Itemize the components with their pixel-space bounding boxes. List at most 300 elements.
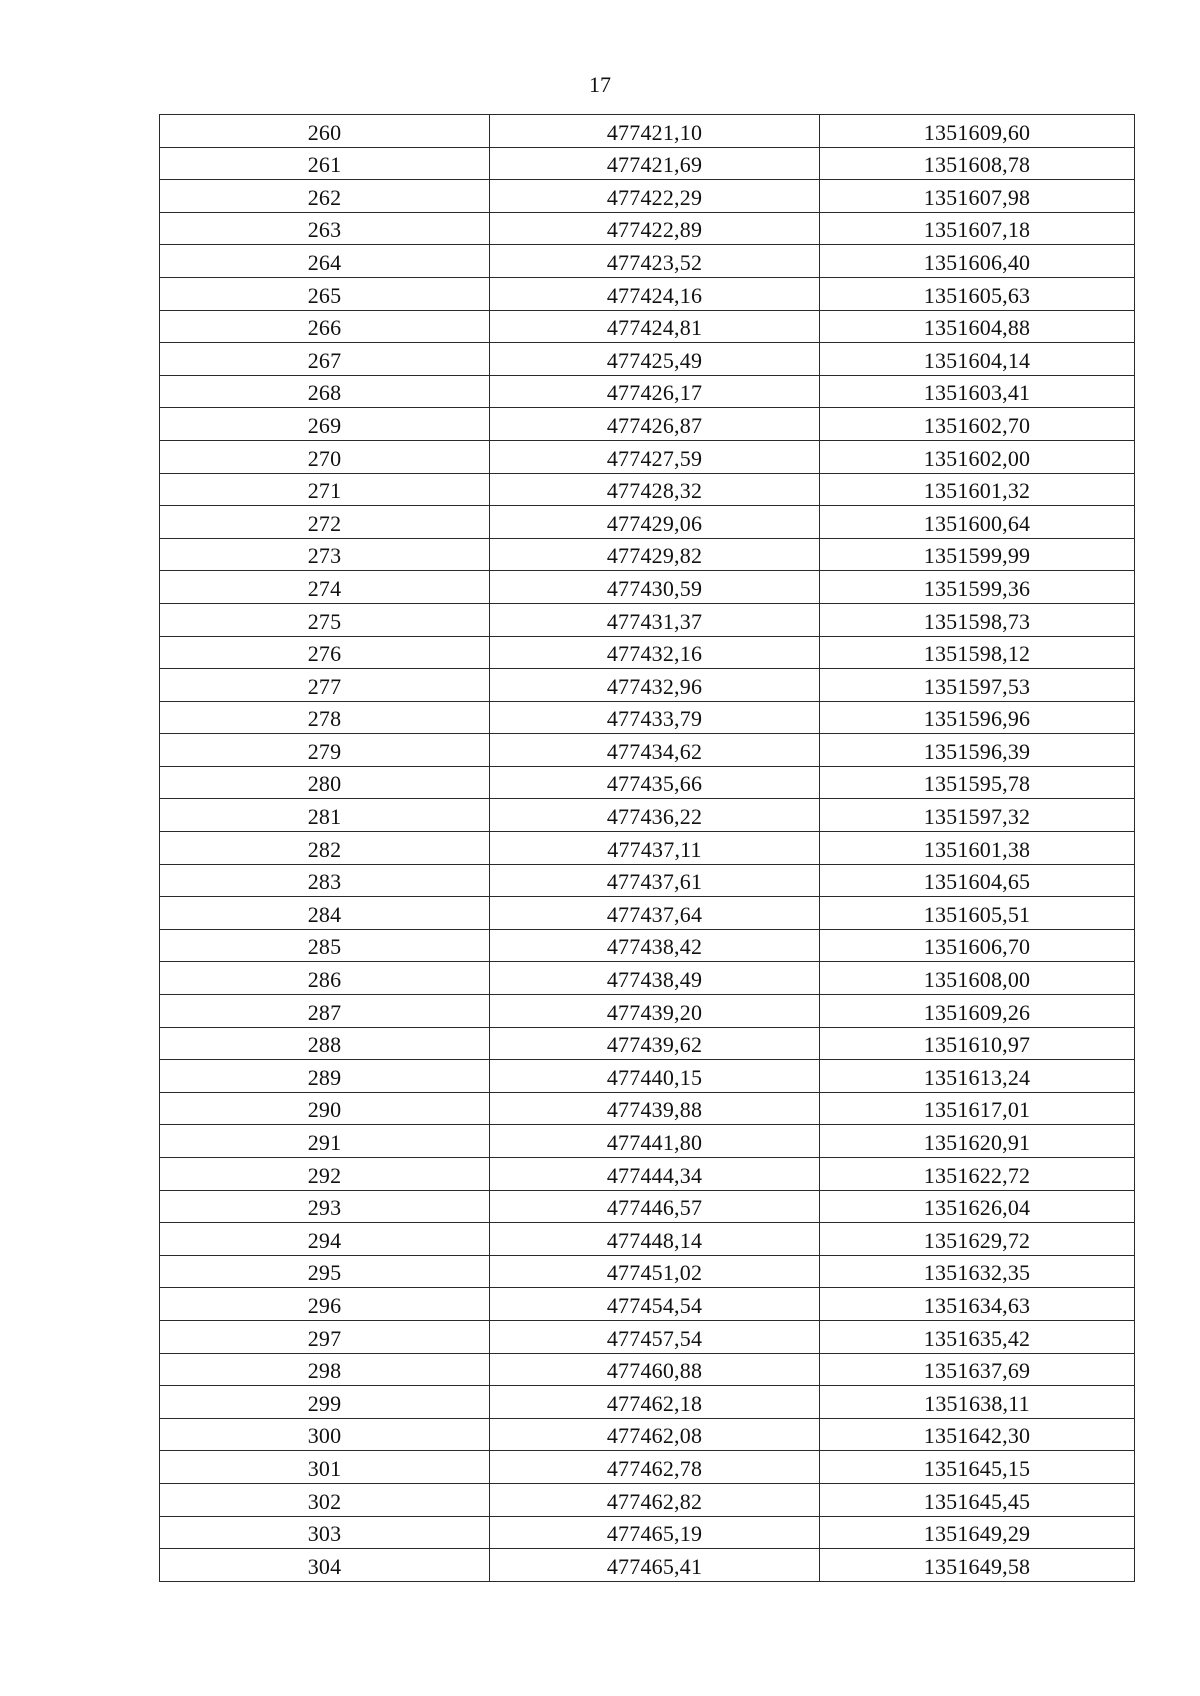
x-coordinate-cell <box>490 1190 820 1223</box>
x-coordinate-cell <box>490 962 820 995</box>
y-coordinate-cell <box>820 1255 1135 1288</box>
cell-text: 296 <box>307 1292 342 1318</box>
cell-text: 283 <box>307 869 342 895</box>
point-number-cell <box>160 1418 490 1451</box>
cell-text: 303 <box>307 1521 342 1547</box>
y-coordinate-cell <box>820 832 1135 865</box>
y-coordinate-cell <box>820 571 1135 604</box>
cell-text: 1351604,14 <box>923 347 1031 373</box>
cell-text: 270 <box>307 445 342 471</box>
cell-text: 477438,42 <box>606 934 703 960</box>
cell-text: 477425,49 <box>606 347 703 373</box>
cell-text: 260 <box>307 119 342 145</box>
table-row <box>160 180 1135 213</box>
cell-text: 1351610,97 <box>923 1032 1031 1058</box>
cell-text: 1351597,32 <box>923 804 1031 830</box>
cell-text: 1351626,04 <box>923 1195 1031 1221</box>
point-number-cell <box>160 1223 490 1256</box>
x-coordinate-cell <box>490 1125 820 1158</box>
cell-text: 279 <box>307 738 342 764</box>
point-number-cell <box>160 962 490 995</box>
cell-text: 278 <box>307 706 342 732</box>
cell-text: 1351622,72 <box>923 1162 1031 1188</box>
y-coordinate-cell <box>820 929 1135 962</box>
point-number-cell <box>160 147 490 180</box>
cell-text: 477465,41 <box>606 1553 703 1579</box>
point-number-cell <box>160 1320 490 1353</box>
cell-text: 290 <box>307 1097 342 1123</box>
cell-text: 477439,88 <box>606 1097 703 1123</box>
cell-text: 301 <box>307 1455 342 1481</box>
x-coordinate-cell <box>490 1516 820 1549</box>
cell-text: 304 <box>307 1553 342 1579</box>
cell-text: 477430,59 <box>606 575 703 601</box>
y-coordinate-cell <box>820 538 1135 571</box>
cell-text: 1351645,15 <box>923 1455 1031 1481</box>
cell-text: 269 <box>307 412 342 438</box>
cell-text: 1351596,39 <box>923 738 1031 764</box>
y-coordinate-cell <box>820 115 1135 148</box>
table-row <box>160 115 1135 148</box>
cell-text: 1351613,24 <box>923 1064 1031 1090</box>
x-coordinate-cell <box>490 473 820 506</box>
x-coordinate-cell <box>490 766 820 799</box>
page-number: 17 <box>589 72 611 97</box>
table-row <box>160 832 1135 865</box>
table-row <box>160 147 1135 180</box>
cell-text: 1351600,64 <box>923 510 1031 536</box>
table-row <box>160 343 1135 376</box>
y-coordinate-cell <box>820 408 1135 441</box>
table-row <box>160 995 1135 1028</box>
y-coordinate-cell <box>820 1516 1135 1549</box>
point-number-cell <box>160 832 490 865</box>
cell-text: 271 <box>307 478 342 504</box>
point-number-cell <box>160 1060 490 1093</box>
point-number-cell <box>160 1125 490 1158</box>
x-coordinate-cell <box>490 995 820 1028</box>
cell-text: 1351602,70 <box>923 412 1031 438</box>
x-coordinate-cell <box>490 1223 820 1256</box>
point-number-cell <box>160 1027 490 1060</box>
table-row <box>160 734 1135 767</box>
y-coordinate-cell <box>820 799 1135 832</box>
table-row <box>160 1223 1135 1256</box>
x-coordinate-cell <box>490 832 820 865</box>
cell-text: 280 <box>307 771 342 797</box>
point-number-cell <box>160 310 490 343</box>
y-coordinate-cell <box>820 962 1135 995</box>
point-number-cell <box>160 897 490 930</box>
x-coordinate-cell <box>490 1418 820 1451</box>
cell-text: 295 <box>307 1260 342 1286</box>
y-coordinate-cell <box>820 636 1135 669</box>
cell-text: 291 <box>307 1130 342 1155</box>
x-coordinate-cell <box>490 375 820 408</box>
coordinates-table <box>159 114 1135 1582</box>
x-coordinate-cell <box>490 799 820 832</box>
point-number-cell <box>160 766 490 799</box>
cell-text: 1351605,51 <box>923 901 1031 927</box>
x-coordinate-cell <box>490 115 820 148</box>
table-row <box>160 473 1135 506</box>
cell-text: 261 <box>307 152 342 178</box>
cell-text: 298 <box>307 1358 342 1384</box>
point-number-cell <box>160 1158 490 1191</box>
cell-text: 302 <box>307 1488 342 1514</box>
cell-text: 275 <box>307 608 342 634</box>
cell-text: 1351599,99 <box>923 543 1031 569</box>
cell-text: 477424,81 <box>606 315 703 341</box>
cell-text: 1351649,58 <box>923 1553 1031 1579</box>
x-coordinate-cell <box>490 1353 820 1386</box>
y-coordinate-cell <box>820 1223 1135 1256</box>
y-coordinate-cell <box>820 1158 1135 1191</box>
table-row <box>160 962 1135 995</box>
cell-text: 1351629,72 <box>923 1227 1031 1253</box>
cell-text: 1351637,69 <box>923 1358 1031 1384</box>
point-number-cell <box>160 1092 490 1125</box>
table-row <box>160 1516 1135 1549</box>
cell-text: 477437,64 <box>606 901 703 927</box>
x-coordinate-cell <box>490 1255 820 1288</box>
cell-text: 268 <box>307 380 342 406</box>
cell-text: 1351598,12 <box>923 641 1031 667</box>
x-coordinate-cell <box>490 408 820 441</box>
x-coordinate-cell <box>490 506 820 539</box>
x-coordinate-cell <box>490 212 820 245</box>
cell-text: 477435,66 <box>606 771 703 797</box>
point-number-cell <box>160 440 490 473</box>
cell-text: 293 <box>307 1195 342 1221</box>
point-number-cell <box>160 212 490 245</box>
y-coordinate-cell <box>820 1353 1135 1386</box>
table-row <box>160 636 1135 669</box>
x-coordinate-cell <box>490 1386 820 1419</box>
y-coordinate-cell <box>820 1320 1135 1353</box>
point-number-cell <box>160 115 490 148</box>
y-coordinate-cell <box>820 1125 1135 1158</box>
cell-text: 477422,29 <box>606 184 703 210</box>
y-coordinate-cell <box>820 1483 1135 1516</box>
cell-text: 277 <box>307 673 342 699</box>
x-coordinate-cell <box>490 929 820 962</box>
cell-text: 1351609,60 <box>923 119 1031 145</box>
x-coordinate-cell <box>490 734 820 767</box>
cell-text: 477434,62 <box>606 738 703 764</box>
table-row <box>160 375 1135 408</box>
table-row <box>160 440 1135 473</box>
cell-text: 1351620,91 <box>923 1130 1031 1155</box>
point-number-cell <box>160 1451 490 1484</box>
cell-text: 1351632,35 <box>923 1260 1031 1286</box>
point-number-cell <box>160 408 490 441</box>
table-row <box>160 799 1135 832</box>
cell-text: 266 <box>307 315 342 341</box>
table-row <box>160 701 1135 734</box>
cell-text: 276 <box>307 641 342 667</box>
point-number-cell <box>160 245 490 278</box>
table-row <box>160 897 1135 930</box>
y-coordinate-cell <box>820 766 1135 799</box>
cell-text: 477441,80 <box>606 1130 703 1155</box>
y-coordinate-cell <box>820 995 1135 1028</box>
y-coordinate-cell <box>820 1060 1135 1093</box>
x-coordinate-cell <box>490 1027 820 1060</box>
table-row <box>160 1320 1135 1353</box>
y-coordinate-cell <box>820 343 1135 376</box>
x-coordinate-cell <box>490 277 820 310</box>
point-number-cell <box>160 538 490 571</box>
point-number-cell <box>160 669 490 702</box>
cell-text: 294 <box>307 1227 342 1253</box>
cell-text: 477427,59 <box>606 445 703 471</box>
table-row <box>160 245 1135 278</box>
cell-text: 1351603,41 <box>923 380 1031 406</box>
cell-text: 477462,82 <box>606 1488 703 1514</box>
cell-text: 274 <box>307 575 342 601</box>
y-coordinate-cell <box>820 180 1135 213</box>
point-number-cell <box>160 343 490 376</box>
point-number-cell <box>160 277 490 310</box>
cell-text: 477432,96 <box>606 673 703 699</box>
cell-text: 477433,79 <box>606 706 703 732</box>
y-coordinate-cell <box>820 1386 1135 1419</box>
x-coordinate-cell <box>490 1060 820 1093</box>
x-coordinate-cell <box>490 343 820 376</box>
point-number-cell <box>160 799 490 832</box>
cell-text: 292 <box>307 1162 342 1188</box>
table-row <box>160 538 1135 571</box>
point-number-cell <box>160 864 490 897</box>
cell-text: 285 <box>307 934 342 960</box>
cell-text: 1351642,30 <box>923 1423 1031 1449</box>
cell-text: 297 <box>307 1325 342 1351</box>
cell-text: 1351635,42 <box>923 1325 1031 1351</box>
cell-text: 477437,61 <box>606 869 703 895</box>
y-coordinate-cell <box>820 212 1135 245</box>
cell-text: 477462,78 <box>606 1455 703 1481</box>
cell-text: 477438,49 <box>606 967 703 993</box>
y-coordinate-cell <box>820 897 1135 930</box>
cell-text: 477426,17 <box>606 380 703 406</box>
cell-text: 1351598,73 <box>923 608 1031 634</box>
cell-text: 1351605,63 <box>923 282 1031 308</box>
cell-text: 477437,11 <box>607 836 702 862</box>
table-row <box>160 929 1135 962</box>
cell-text: 299 <box>307 1390 342 1416</box>
cell-text: 1351607,98 <box>923 184 1031 210</box>
cell-text: 1351649,29 <box>923 1521 1031 1547</box>
y-coordinate-cell <box>820 473 1135 506</box>
cell-text: 1351595,78 <box>923 771 1031 797</box>
point-number-cell <box>160 701 490 734</box>
cell-text: 284 <box>307 901 342 927</box>
cell-text: 477439,20 <box>606 999 703 1025</box>
x-coordinate-cell <box>490 180 820 213</box>
point-number-cell <box>160 1353 490 1386</box>
y-coordinate-cell <box>820 245 1135 278</box>
cell-text: 289 <box>307 1064 342 1090</box>
cell-text: 477465,19 <box>606 1521 703 1547</box>
cell-text: 477440,15 <box>606 1064 703 1090</box>
x-coordinate-cell <box>490 1451 820 1484</box>
cell-text: 286 <box>307 967 342 993</box>
x-coordinate-cell <box>490 571 820 604</box>
cell-text: 282 <box>307 836 342 862</box>
cell-text: 477432,16 <box>606 641 703 667</box>
cell-text: 477460,88 <box>606 1358 703 1384</box>
table-row <box>160 1353 1135 1386</box>
x-coordinate-cell <box>490 636 820 669</box>
x-coordinate-cell <box>490 147 820 180</box>
cell-text: 1351607,18 <box>923 217 1031 243</box>
table-row <box>160 1125 1135 1158</box>
point-number-cell <box>160 995 490 1028</box>
x-coordinate-cell <box>490 864 820 897</box>
y-coordinate-cell <box>820 277 1135 310</box>
table-row <box>160 310 1135 343</box>
table-row <box>160 1027 1135 1060</box>
y-coordinate-cell <box>820 506 1135 539</box>
cell-text: 477462,18 <box>606 1390 703 1416</box>
x-coordinate-cell <box>490 1549 820 1582</box>
cell-text: 477428,32 <box>606 478 703 504</box>
cell-text: 477424,16 <box>606 282 703 308</box>
point-number-cell <box>160 571 490 604</box>
y-coordinate-cell <box>820 669 1135 702</box>
cell-text: 262 <box>307 184 342 210</box>
cell-text: 300 <box>307 1423 342 1449</box>
x-coordinate-cell <box>490 897 820 930</box>
x-coordinate-cell <box>490 1483 820 1516</box>
y-coordinate-cell <box>820 1549 1135 1582</box>
y-coordinate-cell <box>820 701 1135 734</box>
point-number-cell <box>160 1190 490 1223</box>
cell-text: 263 <box>307 217 342 243</box>
x-coordinate-cell <box>490 1092 820 1125</box>
x-coordinate-cell <box>490 669 820 702</box>
table-row <box>160 277 1135 310</box>
table-row <box>160 669 1135 702</box>
point-number-cell <box>160 1288 490 1321</box>
x-coordinate-cell <box>490 603 820 636</box>
table-row <box>160 1158 1135 1191</box>
y-coordinate-cell <box>820 147 1135 180</box>
y-coordinate-cell <box>820 310 1135 343</box>
cell-text: 1351608,00 <box>923 967 1031 993</box>
x-coordinate-cell <box>490 1288 820 1321</box>
x-coordinate-cell <box>490 310 820 343</box>
cell-text: 1351608,78 <box>923 152 1031 178</box>
point-number-cell <box>160 603 490 636</box>
cell-text: 477451,02 <box>606 1260 703 1286</box>
cell-text: 1351601,32 <box>923 478 1031 504</box>
cell-text: 1351606,40 <box>923 249 1031 275</box>
table-row <box>160 212 1135 245</box>
table-row <box>160 1483 1135 1516</box>
cell-text: 477421,69 <box>606 152 703 178</box>
point-number-cell <box>160 375 490 408</box>
table-row <box>160 1386 1135 1419</box>
x-coordinate-cell <box>490 245 820 278</box>
y-coordinate-cell <box>820 1027 1135 1060</box>
cell-text: 1351602,00 <box>923 445 1031 471</box>
y-coordinate-cell <box>820 603 1135 636</box>
cell-text: 1351599,36 <box>923 575 1031 601</box>
cell-text: 477448,14 <box>606 1227 703 1253</box>
point-number-cell <box>160 734 490 767</box>
cell-text: 1351604,88 <box>923 315 1031 341</box>
table-row <box>160 571 1135 604</box>
point-number-cell <box>160 636 490 669</box>
coordinates-table-body <box>160 115 1135 1582</box>
cell-text: 1351597,53 <box>923 673 1031 699</box>
cell-text: 1351645,45 <box>923 1488 1031 1514</box>
table-row <box>160 1288 1135 1321</box>
point-number-cell <box>160 1549 490 1582</box>
point-number-cell <box>160 180 490 213</box>
point-number-cell <box>160 1483 490 1516</box>
y-coordinate-cell <box>820 375 1135 408</box>
table-row <box>160 766 1135 799</box>
y-coordinate-cell <box>820 1288 1135 1321</box>
x-coordinate-cell <box>490 1320 820 1353</box>
cell-text: 1351638,11 <box>924 1390 1030 1416</box>
table-row <box>160 506 1135 539</box>
table-row <box>160 1451 1135 1484</box>
cell-text: 1351596,96 <box>923 706 1031 732</box>
point-number-cell <box>160 1255 490 1288</box>
cell-text: 477462,08 <box>606 1423 703 1449</box>
cell-text: 1351606,70 <box>923 934 1031 960</box>
cell-text: 264 <box>307 249 342 275</box>
y-coordinate-cell <box>820 1190 1135 1223</box>
table-row <box>160 603 1135 636</box>
y-coordinate-cell <box>820 1451 1135 1484</box>
table-row <box>160 864 1135 897</box>
cell-text: 477429,82 <box>606 543 703 569</box>
x-coordinate-cell <box>490 701 820 734</box>
cell-text: 477426,87 <box>606 412 703 438</box>
cell-text: 272 <box>307 510 342 536</box>
cell-text: 288 <box>307 1032 342 1058</box>
cell-text: 477422,89 <box>606 217 703 243</box>
y-coordinate-cell <box>820 1418 1135 1451</box>
cell-text: 273 <box>307 543 342 569</box>
table-row <box>160 1549 1135 1582</box>
cell-text: 477429,06 <box>606 510 703 536</box>
cell-text: 477423,52 <box>606 249 703 275</box>
cell-text: 1351609,26 <box>923 999 1031 1025</box>
cell-text: 265 <box>307 282 342 308</box>
table-row <box>160 1092 1135 1125</box>
point-number-cell <box>160 473 490 506</box>
x-coordinate-cell <box>490 440 820 473</box>
point-number-cell <box>160 506 490 539</box>
x-coordinate-cell <box>490 1158 820 1191</box>
cell-text: 1351601,38 <box>923 836 1031 862</box>
cell-text: 1351604,65 <box>923 869 1031 895</box>
cell-text: 477444,34 <box>606 1162 703 1188</box>
cell-text: 287 <box>307 999 342 1025</box>
cell-text: 281 <box>307 804 342 830</box>
y-coordinate-cell <box>820 1092 1135 1125</box>
cell-text: 1351617,01 <box>923 1097 1031 1123</box>
point-number-cell <box>160 1386 490 1419</box>
cell-text: 267 <box>307 347 342 373</box>
table-row <box>160 408 1135 441</box>
